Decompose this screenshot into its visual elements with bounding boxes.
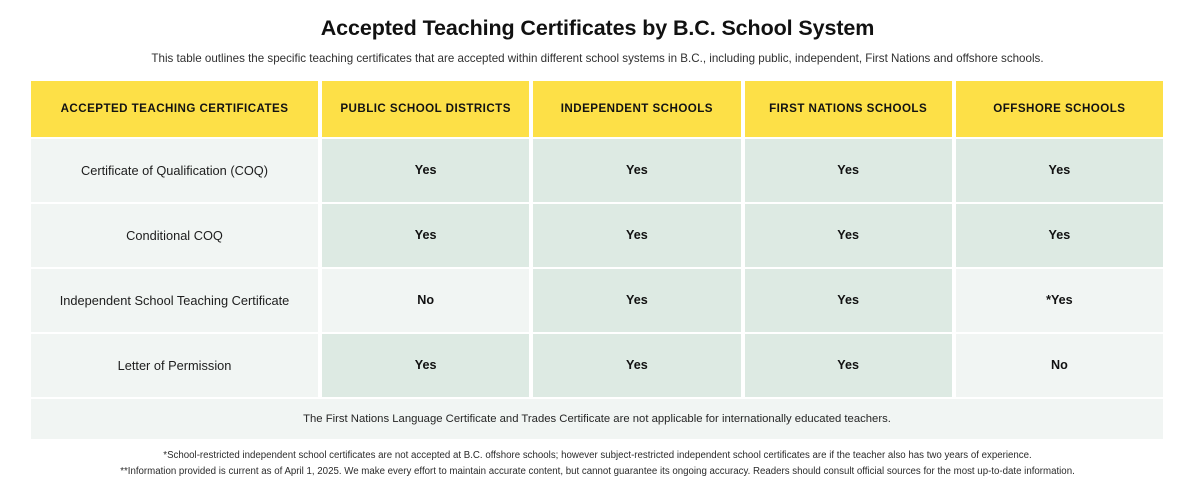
cell-value: Yes <box>322 334 529 397</box>
cell-value: No <box>956 334 1163 397</box>
cell-value: Yes <box>533 139 740 202</box>
footnote-asterisk: *School-restricted independent school certificates are not accepted at B.C. offshore schools; however subject-restricted independent school certificates are if the teacher also has two years of experience. <box>163 449 1032 461</box>
cell-value: *Yes <box>956 269 1163 332</box>
cell-value: Yes <box>322 204 529 267</box>
page-subtitle: This table outlines the specific teaching certificates that are accepted within different school systems in B.C., including public, independent, First Nations and offshore schools. <box>151 51 1044 65</box>
row-label: Certificate of Qualification (COQ) <box>31 139 318 202</box>
footnote-double-asterisk: **Information provided is current as of April 1, 2025. We make every effort to maintain accurate content, but cannot guarantee its ongoing accuracy. Readers should consult official sources for the most up-to-date information. <box>120 465 1075 477</box>
column-header-first-nations-schools: FIRST NATIONS SCHOOLS <box>745 81 952 137</box>
heading-block <box>0 0 1195 66</box>
footnotes-block <box>22 448 1173 479</box>
cell-value: Yes <box>322 139 529 202</box>
table-row <box>31 139 1163 202</box>
table-row <box>31 269 1163 332</box>
table-row <box>31 334 1163 397</box>
cell-value: Yes <box>533 204 740 267</box>
table-note-text: The First Nations Language Certificate and Trades Certificate are not applicable for internationally educated teachers. <box>303 412 891 425</box>
certificates-table <box>31 81 1163 439</box>
row-label: Letter of Permission <box>31 334 318 397</box>
table-row <box>31 204 1163 267</box>
page-title: Accepted Teaching Certificates by B.C. School System <box>320 16 875 40</box>
cell-value: No <box>322 269 529 332</box>
cell-value: Yes <box>745 269 952 332</box>
cell-value: Yes <box>745 334 952 397</box>
column-header-offshore-schools: OFFSHORE SCHOOLS <box>956 81 1163 137</box>
cell-value: Yes <box>745 139 952 202</box>
row-label: Independent School Teaching Certificate <box>31 269 318 332</box>
table-note-row <box>31 399 1163 439</box>
cell-value: Yes <box>956 204 1163 267</box>
column-header-public-school-districts: PUBLIC SCHOOL DISTRICTS <box>322 81 529 137</box>
row-label: Conditional COQ <box>31 204 318 267</box>
cell-value: Yes <box>956 139 1163 202</box>
cell-value: Yes <box>533 269 740 332</box>
cell-value: Yes <box>745 204 952 267</box>
cell-value: Yes <box>533 334 740 397</box>
column-header-certificates: ACCEPTED TEACHING CERTIFICATES <box>31 81 318 137</box>
column-header-independent-schools: INDEPENDENT SCHOOLS <box>533 81 740 137</box>
table-header-row <box>31 81 1163 137</box>
